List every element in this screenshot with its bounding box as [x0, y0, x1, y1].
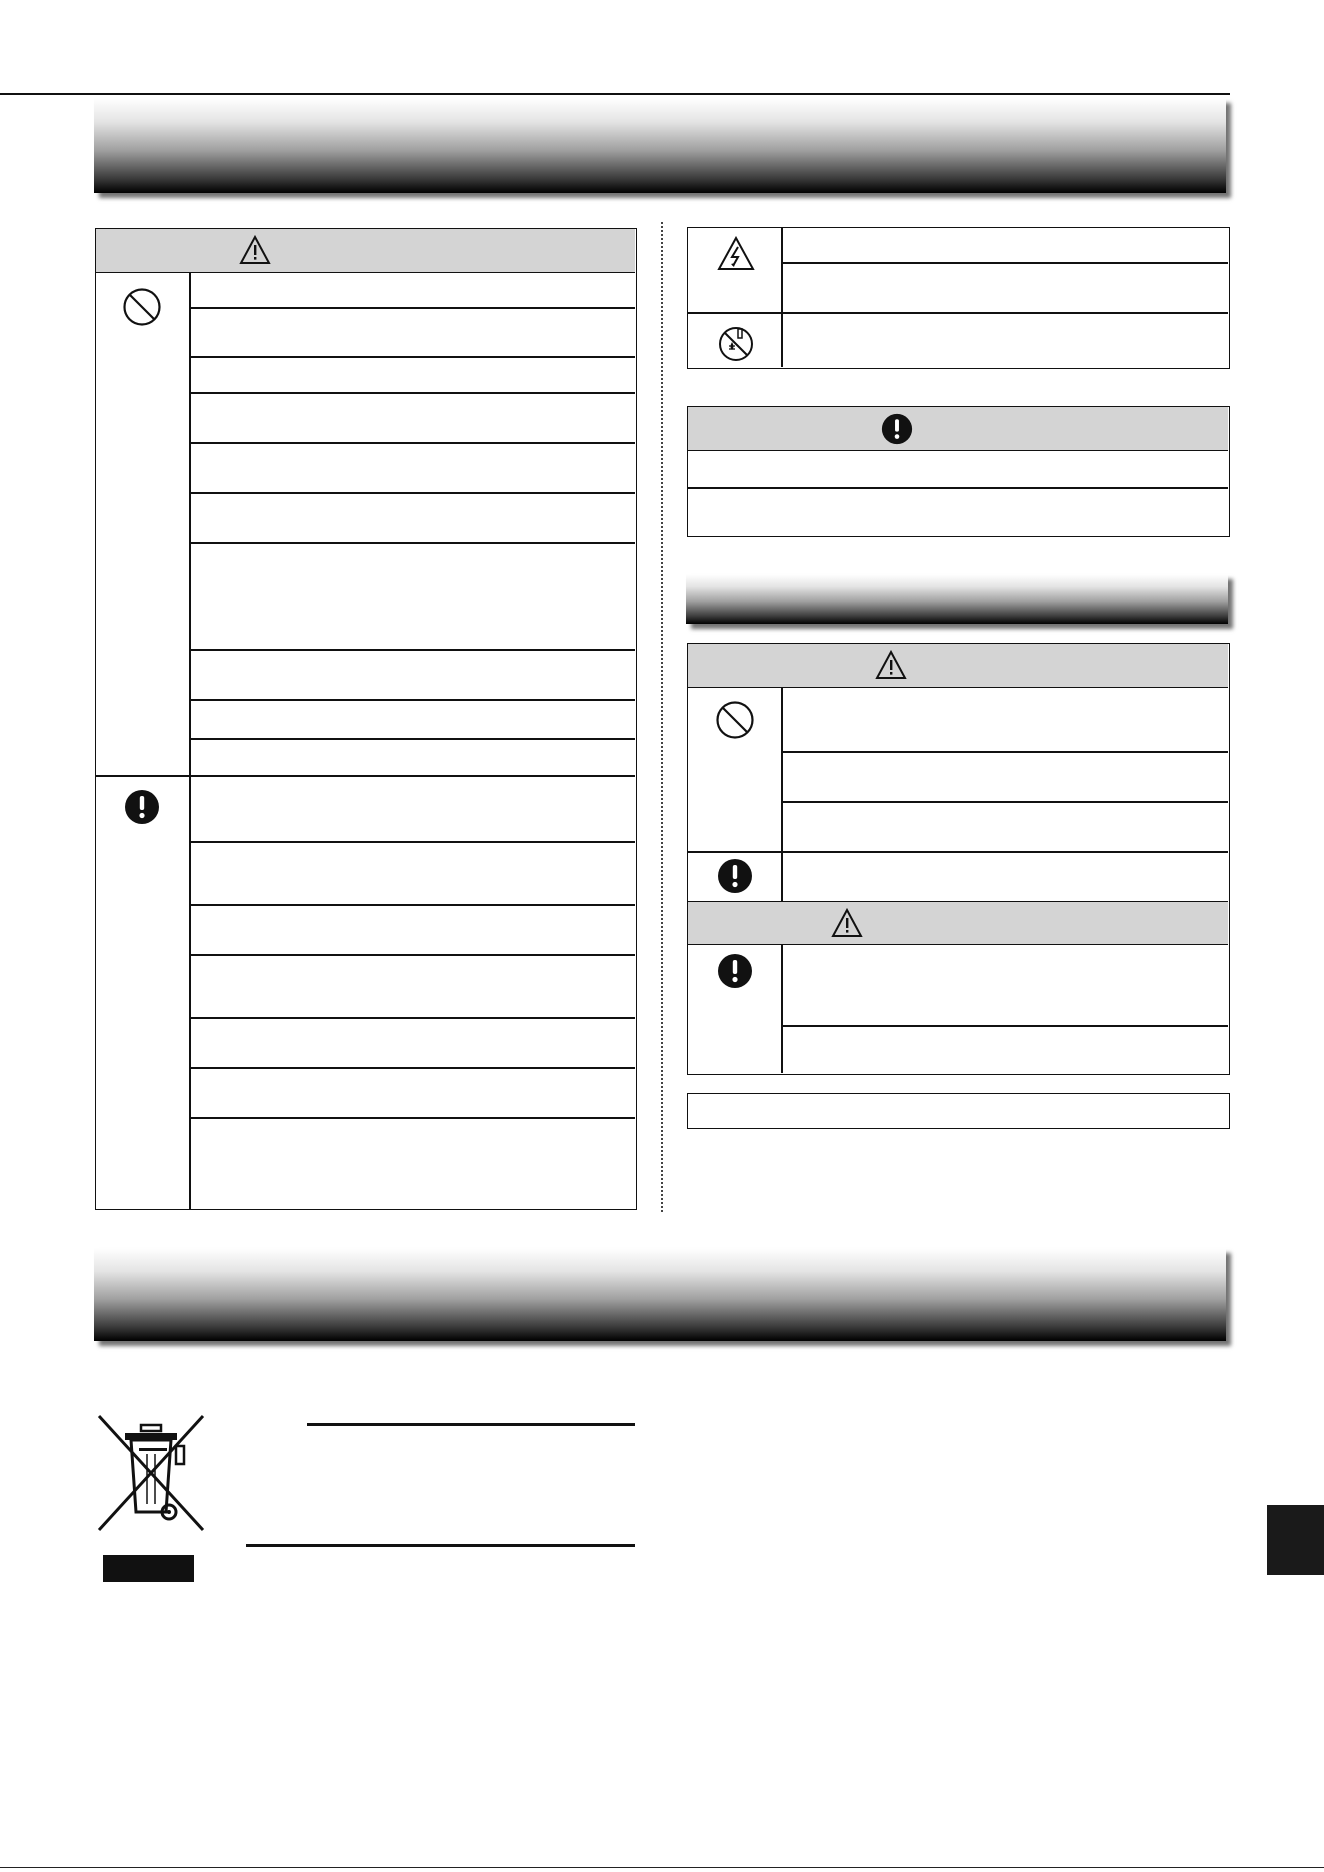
- table-row: [189, 1017, 635, 1019]
- note-box: [687, 1093, 1230, 1129]
- table-row: [189, 699, 635, 701]
- warning-triangle-icon: [831, 908, 863, 938]
- no-water-icon: [717, 324, 755, 362]
- top-rule: [0, 93, 1230, 95]
- right-warning-table: [687, 643, 1230, 1075]
- table-row: [781, 1025, 1228, 1027]
- weee-label-bar: [103, 1555, 194, 1582]
- right-caution-table: [687, 406, 1230, 537]
- page-index-tab: [1267, 1505, 1324, 1575]
- electric-shock-icon: [717, 236, 755, 272]
- prohibition-circle-icon: [715, 700, 755, 740]
- prohibition-circle-icon: [122, 287, 162, 327]
- table-row: [189, 307, 635, 309]
- table-row: [189, 841, 635, 843]
- weee-rule-bottom: [246, 1544, 635, 1547]
- left-warning-table: [95, 228, 637, 1210]
- warning-triangle-icon: [875, 650, 907, 680]
- column-separator: [661, 222, 663, 1212]
- table-row: [189, 542, 635, 544]
- table-row: [189, 356, 635, 358]
- table-row: [189, 649, 635, 651]
- table-row: [189, 1067, 635, 1069]
- mandatory-exclamation-icon: [717, 858, 753, 894]
- footer-rule: [0, 1867, 1324, 1868]
- right-hazard-table: [687, 227, 1230, 369]
- table-row: [688, 487, 1228, 489]
- table-row: [189, 738, 635, 740]
- table-row: [189, 1117, 635, 1119]
- weee-rule-top: [307, 1423, 635, 1426]
- mandatory-exclamation-icon: [124, 789, 160, 825]
- table-row: [189, 904, 635, 906]
- table-row: [781, 751, 1228, 753]
- section-banner-right: [686, 574, 1228, 624]
- crossed-out-bin-icon: [95, 1412, 207, 1534]
- warning-triangle-icon: [239, 235, 271, 265]
- table-row: [781, 262, 1228, 264]
- section-banner-bottom: [94, 1248, 1226, 1341]
- table-row: [189, 442, 635, 444]
- table-row: [189, 392, 635, 394]
- table-row: [781, 801, 1228, 803]
- mandatory-exclamation-icon: [881, 413, 913, 445]
- mandatory-exclamation-icon: [717, 953, 753, 989]
- table-row: [189, 954, 635, 956]
- left-warning-header: [96, 229, 635, 273]
- table-row: [189, 492, 635, 494]
- section-banner-top: [94, 98, 1226, 193]
